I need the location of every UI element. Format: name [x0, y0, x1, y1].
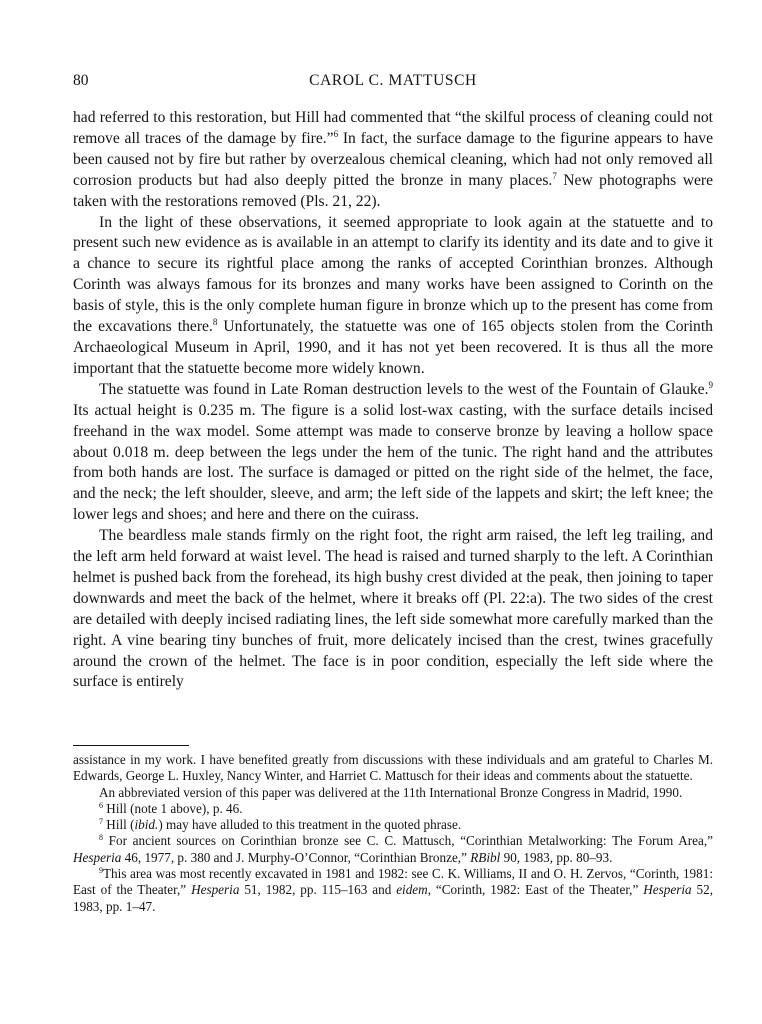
footnote-number: 9 — [99, 866, 103, 876]
footnote-8: $^8$ For ancient sources on Corinthian bronze see C. C. Mattusch, “Corinthian Metalworking: The Forum Area,” Hesperia 46, 1977, p. 380 and J. Murphy-O’Connor, “Corinthian Bronze,” RBibl 90, 1983, pp. 80–93. — [73, 833, 713, 865]
footnote-continuation: assistance in my work. I have benefited greatly from discussions with these individuals and am grateful to Charles M. Edwards, George L. Huxley, Nancy Winter, and Harriet C. Mattusch for their ideas and comments about the statuette. — [73, 752, 713, 784]
footnote-ref-7[interactable]: 7 — [552, 170, 557, 181]
paragraph-3: The statuette was found in Late Roman destruction levels to the west of the Fountain of Glauke.$^9$ Its actual height is 0.235 m. The figure is a solid lost-wax casting, with the surface details incised freehand in the wax model. Some attempt was made to conserve bronze by leaving a hollow space about 0.018 m. deep between the legs under the hem of the tunic. The right hand and the attributes from both hands are lost. The surface is damaged or pitted on the right side of the helmet, the face, and the neck; the left shoulder, sleeve, and arm; the left side of the lappets and skirt; the left knee; the lower legs and shoes; and here and there on the cuirass. — [73, 379, 713, 524]
footnote-ref-8[interactable]: 8 — [212, 317, 218, 328]
paragraph-4: The beardless male stands firmly on the right foot, the right arm raised, the left leg trailing, and the left arm held forward at waist level. The head is raised and turned sharply to the left. A Corinthian helmet is pushed back from the forehead, its high bushy crest divided at the peak, then joining to taper downwards and meet the back of the helmet, where it breaks off (Pl. 22:a). The two sides of the crest are detailed with deeply incised radiating lines, the left side somewhat more carefully marked than the right. A vine bearing tiny bunches of fruit, more delicately incised than the crest, twines gracefully around the crown of the helmet. The face is in poor condition, especially the left side where the surface is entirely — [73, 527, 713, 691]
footnote-7: $^7$ Hill (ibid.) may have alluded to this treatment in the quoted phrase. — [99, 817, 462, 833]
footnote-abbreviated-version: An abbreviated version of this paper was delivered at the 11th International Bronze Congress in Madrid, 1990. — [99, 784, 683, 800]
footnote-9: $^9$This area was most recently excavated in 1981 and 1982: see C. K. Williams, II and O. H. Zervos, “Corinth, 1981: East of the Theater,” Hesperia 51, 1982, pp. 115–163 and eidem, “Corinth, 1982: East of the Theater,” Hesperia 52, 1983, pp. 1–47. — [73, 866, 713, 914]
body-text — [73, 108, 713, 693]
footnote-ref-9[interactable]: 9 — [708, 379, 713, 390]
page-header — [73, 72, 713, 92]
footnote-divider — [73, 745, 189, 746]
footnotes — [73, 752, 713, 915]
footnote-ref-6[interactable]: 6 — [333, 128, 339, 139]
page-number: 80 — [73, 72, 89, 89]
footnote-number: 6 — [99, 800, 103, 810]
running-head: CAROL C. MATTUSCH — [309, 72, 477, 89]
paragraph-1: had referred to this restoration, but Hill had commented that “the skilful process of cleaning could not remove all traces of the damage by fire.”$^6$ In fact, the surface damage to the figurine appears to have been caused not by fire but rather by overzealous chemical cleaning, which had not only removed all corrosion products but had also deeply pitted the bronze in many places.$^7$ New photographs were taken with the restorations removed (Pls. 21, 22). — [73, 109, 713, 210]
footnote-number: 7 — [99, 817, 103, 827]
paragraph-2: In the light of these observations, it seemed appropriate to look again at the statuette and to present such new evidence as is available in an attempt to clarify its identity and its date and to give it a chance to secure its rightful place among the ranks of accepted Corinthian bronzes. Although Corinth was always famous for its bronzes and many works have been assigned to Corinth on the basis of style, this is the only complete human figure in bronze which up to the present has come from the excavations there.$^8$ Unfortunately, the statuette was one of 165 objects stolen from the Corinth Archaeological Museum in April, 1990, and it has not yet been recovered. It is thus all the more important that the statuette become more widely known. — [73, 213, 713, 377]
footnote-6: $^6$ Hill (note 1 above), p. 46. — [99, 800, 243, 816]
footnote-number: 8 — [99, 833, 103, 843]
